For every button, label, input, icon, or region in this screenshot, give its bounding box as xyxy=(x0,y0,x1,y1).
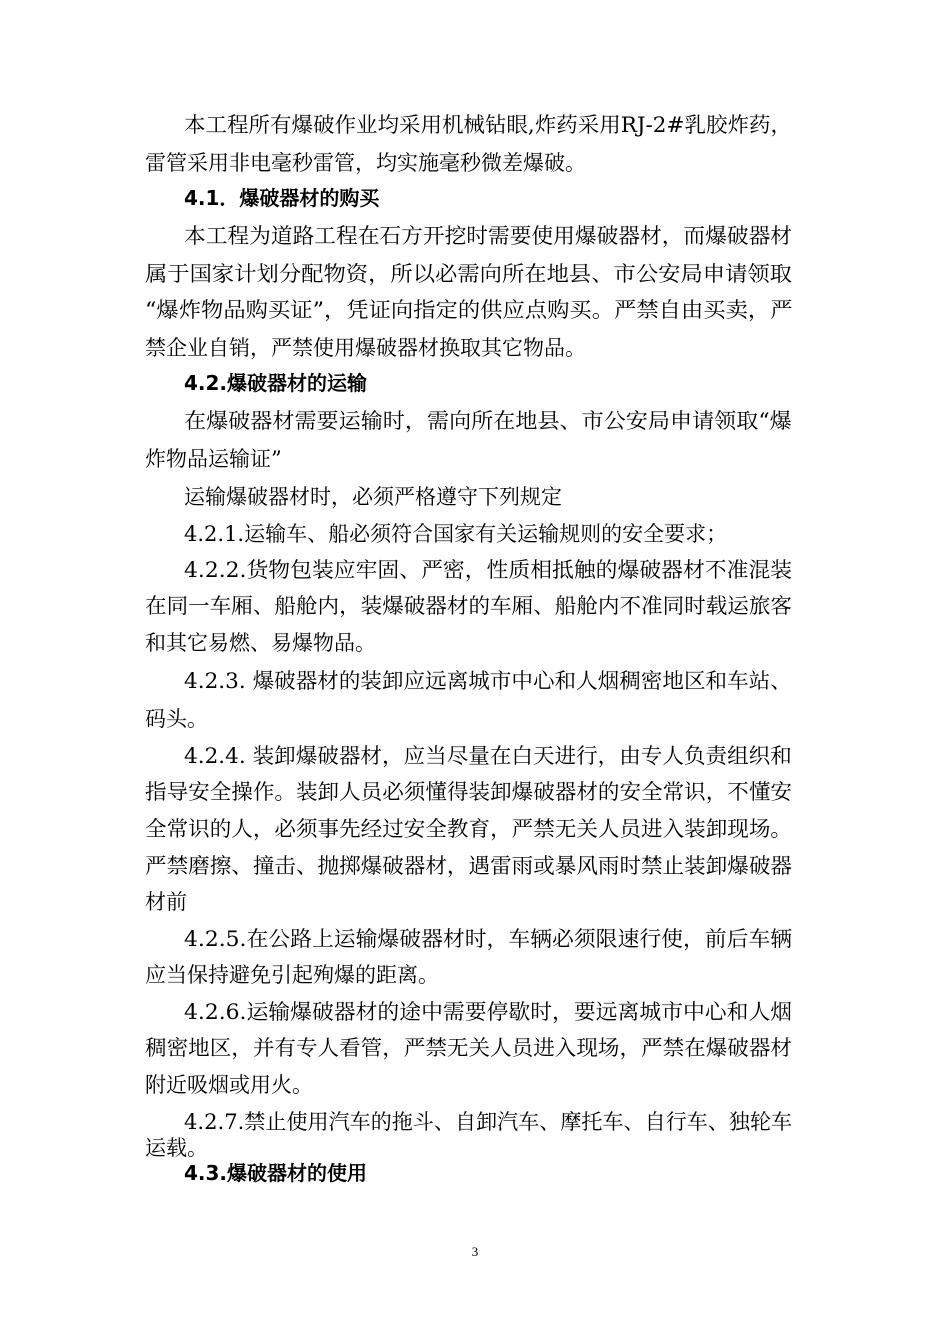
paragraph-line: 属于国家计划分配物资，所以必需向所在地县、市公安局申请领取 xyxy=(145,262,792,286)
paragraph-line: 稠密地区，并有专人看管，严禁无关人员进入现场，严禁在爆破器材 xyxy=(145,1036,792,1060)
paragraph-line: 附近吸烟或用火。 xyxy=(145,1073,313,1097)
paragraph-line: 4.2.4. 装卸爆破器材，应当尽量在白天进行，由专人负责组织和 xyxy=(184,744,792,768)
paragraph-line: 和其它易燃、易爆物品。 xyxy=(145,631,376,655)
paragraph-line: 全常识的人，必须事先经过安全教育，严禁无关人员进入装卸现场。 xyxy=(145,817,792,841)
page-number: 3 xyxy=(471,1244,479,1259)
paragraph-line: 严禁磨擦、撞击、抛掷爆破器材，遇雷雨或暴风雨时禁止装卸爆破器 xyxy=(145,854,792,878)
paragraph-line: 指导安全操作。装卸人员必须懂得装卸爆破器材的安全常识，不懂安 xyxy=(145,780,792,804)
paragraph-line: 在爆破器材需要运输时，需向所在地县、市公安局申请领取“爆 xyxy=(184,409,792,433)
paragraph-line: “爆炸物品购买证”，凭证向指定的供应点购买。严禁自由买卖，严 xyxy=(145,298,793,322)
paragraph-line: 运输爆破器材时，必须严格遵守下列规定 xyxy=(184,485,562,509)
paragraph-line: 材前 xyxy=(145,890,187,914)
paragraph-line: 炸物品运输证” xyxy=(145,447,282,471)
paragraph-line: 运载。 xyxy=(145,1136,208,1160)
paragraph-line: 本工程为道路工程在石方开挖时需要使用爆破器材，而爆破器材 xyxy=(184,224,792,248)
paragraph-line: 在同一车厢、船舱内，装爆破器材的车厢、船舱内不准同时载运旅客 xyxy=(145,594,792,618)
paragraph-line: 雷管采用非电毫秒雷管，均实施毫秒微差爆破。 xyxy=(145,151,586,175)
paragraph-line: 4.2.3. 爆破器材的装卸应远离城市中心和人烟稠密地区和车站、 xyxy=(184,669,792,693)
paragraph-line: 4.2.6.运输爆破器材的途中需要停歇时，要远离城市中心和人烟 xyxy=(184,1000,793,1024)
paragraph-line: 4.2.1.运输车、船必须符合国家有关运输规则的安全要求； xyxy=(184,522,728,546)
paragraph-line: 禁企业自销，严禁使用爆破器材换取其它物品。 xyxy=(145,336,586,360)
paragraph-line: 本工程所有爆破作业均采用机械钻眼,炸药采用RJ-2#乳胶炸药， xyxy=(184,113,792,137)
paragraph-line: 应当保持避免引起殉爆的距离。 xyxy=(145,963,439,987)
paragraph-line: 4.2.7.禁止使用汽车的拖斗、自卸汽车、摩托车、自行车、独轮车 xyxy=(184,1110,793,1134)
section-heading: 4.1．爆破器材的购买 xyxy=(184,186,380,210)
paragraph-line: 4.2.2.货物包装应牢固、严密，性质相抵触的爆破器材不准混装 xyxy=(184,558,793,582)
paragraph-line: 4.2.5.在公路上运输爆破器材时，车辆必须限速行使，前后车辆 xyxy=(184,927,793,951)
section-heading: 4.3.爆破器材的使用 xyxy=(184,1161,368,1185)
paragraph-line: 码头。 xyxy=(145,707,208,731)
section-heading: 4.2.爆破器材的运输 xyxy=(184,371,368,395)
